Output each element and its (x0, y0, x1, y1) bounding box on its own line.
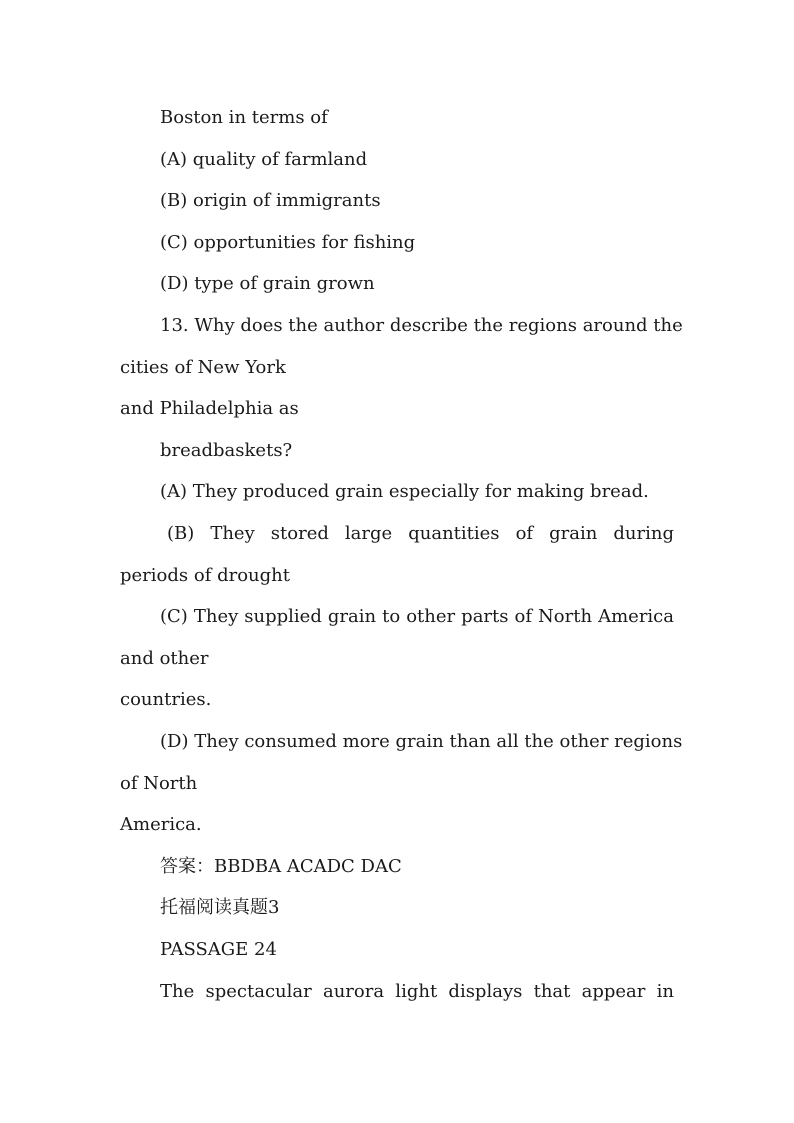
option-line: (D) They consumed more grain than all the other regions (160, 731, 683, 752)
option-line: (B) They stored large quantities of grain during (167, 523, 674, 544)
text-line: breadbaskets? (160, 440, 293, 461)
option-line: (A) They produced grain especially for making bread. (160, 481, 649, 502)
passage-text-line: The spectacular aurora light displays that appear in (160, 981, 674, 1002)
text-line: Boston in terms of (160, 107, 328, 128)
text-line: countries. (120, 689, 212, 710)
option-line: (C) opportunities for fishing (160, 232, 416, 253)
text-line: America. (120, 814, 202, 835)
answer-key-line: 答案：BBDBA ACADC DAC (160, 856, 402, 877)
text-line: of North (120, 773, 198, 794)
option-line: (B) origin of immigrants (160, 190, 381, 211)
section-heading: 托福阅读真题3 (160, 897, 280, 918)
option-line: (A) quality of farmland (160, 149, 368, 170)
option-line: (C) They supplied grain to other parts of North America (160, 606, 674, 627)
text-line: and Philadelphia as (120, 398, 299, 419)
text-line: cities of New York (120, 357, 286, 378)
text-line: periods of drought (120, 565, 290, 586)
question-line: 13. Why does the author describe the regions around the (160, 315, 683, 336)
option-line: (D) type of grain grown (160, 273, 375, 294)
text-line: and other (120, 648, 209, 669)
passage-heading: PASSAGE 24 (160, 939, 277, 960)
